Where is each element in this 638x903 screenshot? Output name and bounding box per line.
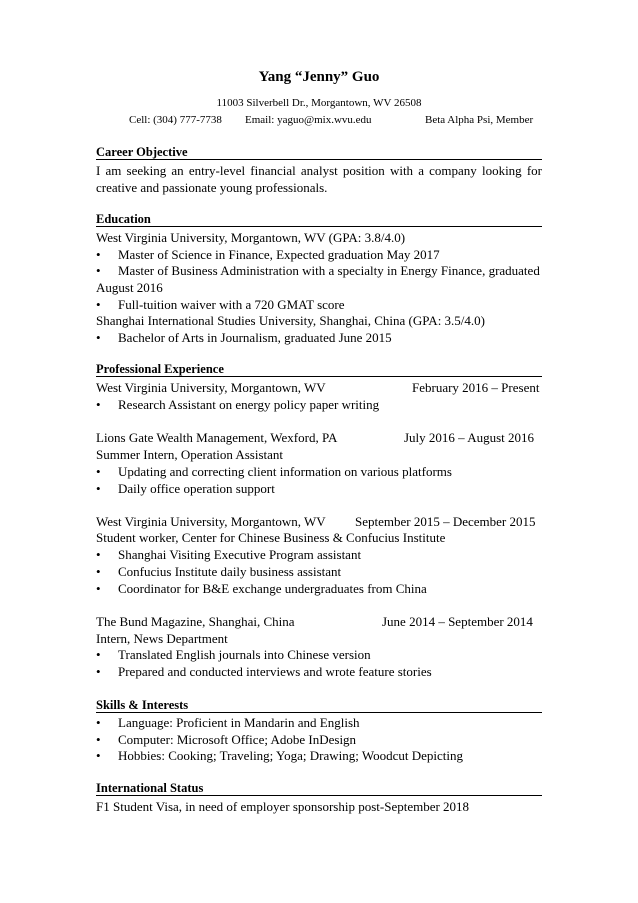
job-role: Summer Intern, Operation Assistant [96, 447, 284, 462]
bullet-icon: • [96, 481, 101, 496]
job-org: The Bund Magazine, Shanghai, China [96, 614, 295, 629]
job-dates: September 2015 – December 2015 [355, 514, 536, 529]
list-item: • Updating and correcting client information on various platforms [96, 464, 452, 479]
list-item: • Confucius Institute daily business assistant [96, 564, 342, 579]
status-text: F1 Student Visa, in need of employer sponsorship post-September 2018 [96, 799, 470, 814]
school-line: Shanghai International Studies University, Shanghai, China (GPA: 3.5/4.0) [96, 313, 485, 328]
bullet-icon: • [96, 330, 101, 345]
section-heading-career: Career Objective [96, 145, 188, 159]
objective-line: I am seeking an entry-level financial analyst position with a company looking for [96, 163, 542, 178]
list-item: • Daily office operation support [96, 481, 275, 496]
bullet-icon: • [96, 564, 101, 579]
job-org: West Virginia University, Morgantown, WV [96, 380, 326, 395]
section-rule [96, 795, 542, 796]
section-heading-skills: Skills & Interests [96, 698, 189, 712]
school-line: West Virginia University, Morgantown, WV (GPA: 3.8/4.0) [96, 230, 406, 245]
bullet-icon: • [96, 247, 101, 262]
section-rule [96, 226, 542, 227]
bullet-icon: • [96, 664, 101, 679]
cell-phone: Cell: (304) 777-7738 [129, 114, 222, 126]
affiliation: Beta Alpha Psi, Member [425, 114, 534, 126]
job-role: Intern, News Department [96, 631, 228, 646]
job-dates: July 2016 – August 2016 [404, 430, 535, 445]
list-item: • Translated English journals into Chinese version [96, 647, 371, 662]
bullet-icon: • [96, 464, 101, 479]
list-item: • Prepared and conducted interviews and wrote feature stories [96, 664, 432, 679]
bullet-icon: • [96, 647, 101, 662]
bullet-icon: • [96, 263, 101, 278]
list-item: • Computer: Microsoft Office; Adobe InDesign [96, 732, 357, 747]
bullet-icon: • [96, 547, 101, 562]
section-rule [96, 159, 542, 160]
bullet-icon: • [96, 297, 101, 312]
job-org: Lions Gate Wealth Management, Wexford, PA [96, 430, 338, 445]
section-heading-status: International Status [96, 781, 204, 795]
list-item: • Shanghai Visiting Executive Program assistant [96, 547, 362, 562]
bullet-icon: • [96, 581, 101, 596]
email: Email: yaguo@mix.wvu.edu [245, 114, 372, 126]
section-rule [96, 712, 542, 713]
section-heading-education: Education [96, 212, 151, 226]
objective-line: creative and passionate young professionals. [96, 180, 328, 195]
list-item: • Research Assistant on energy policy paper writing [96, 397, 380, 412]
job-role: Student worker, Center for Chinese Business & Confucius Institute [96, 530, 446, 545]
job-dates: February 2016 – Present [412, 380, 540, 395]
list-item-continuation: August 2016 [96, 280, 163, 295]
job-dates: June 2014 – September 2014 [382, 614, 533, 629]
list-item: • Coordinator for B&E exchange undergraduates from China [96, 581, 427, 596]
bullet-icon: • [96, 732, 101, 747]
list-item: • Master of Science in Finance, Expected graduation May 2017 [96, 247, 440, 262]
section-rule [96, 376, 542, 377]
bullet-icon: • [96, 397, 101, 412]
candidate-name: Yang “Jenny” Guo [258, 69, 380, 85]
job-org: West Virginia University, Morgantown, WV [96, 514, 326, 529]
list-item: • Bachelor of Arts in Journalism, graduated June 2015 [96, 330, 392, 345]
bullet-icon: • [96, 715, 101, 730]
list-item: • Hobbies: Cooking; Traveling; Yoga; Drawing; Woodcut Depicting [96, 748, 464, 763]
list-item: • Full-tuition waiver with a 720 GMAT score [96, 297, 345, 312]
bullet-icon: • [96, 748, 101, 763]
list-item: • Master of Business Administration with a specialty in Energy Finance, graduated [96, 263, 540, 278]
address: 11003 Silverbell Dr., Morgantown, WV 26508 [216, 97, 422, 109]
list-item: • Language: Proficient in Mandarin and English [96, 715, 360, 730]
section-heading-experience: Professional Experience [96, 362, 224, 376]
